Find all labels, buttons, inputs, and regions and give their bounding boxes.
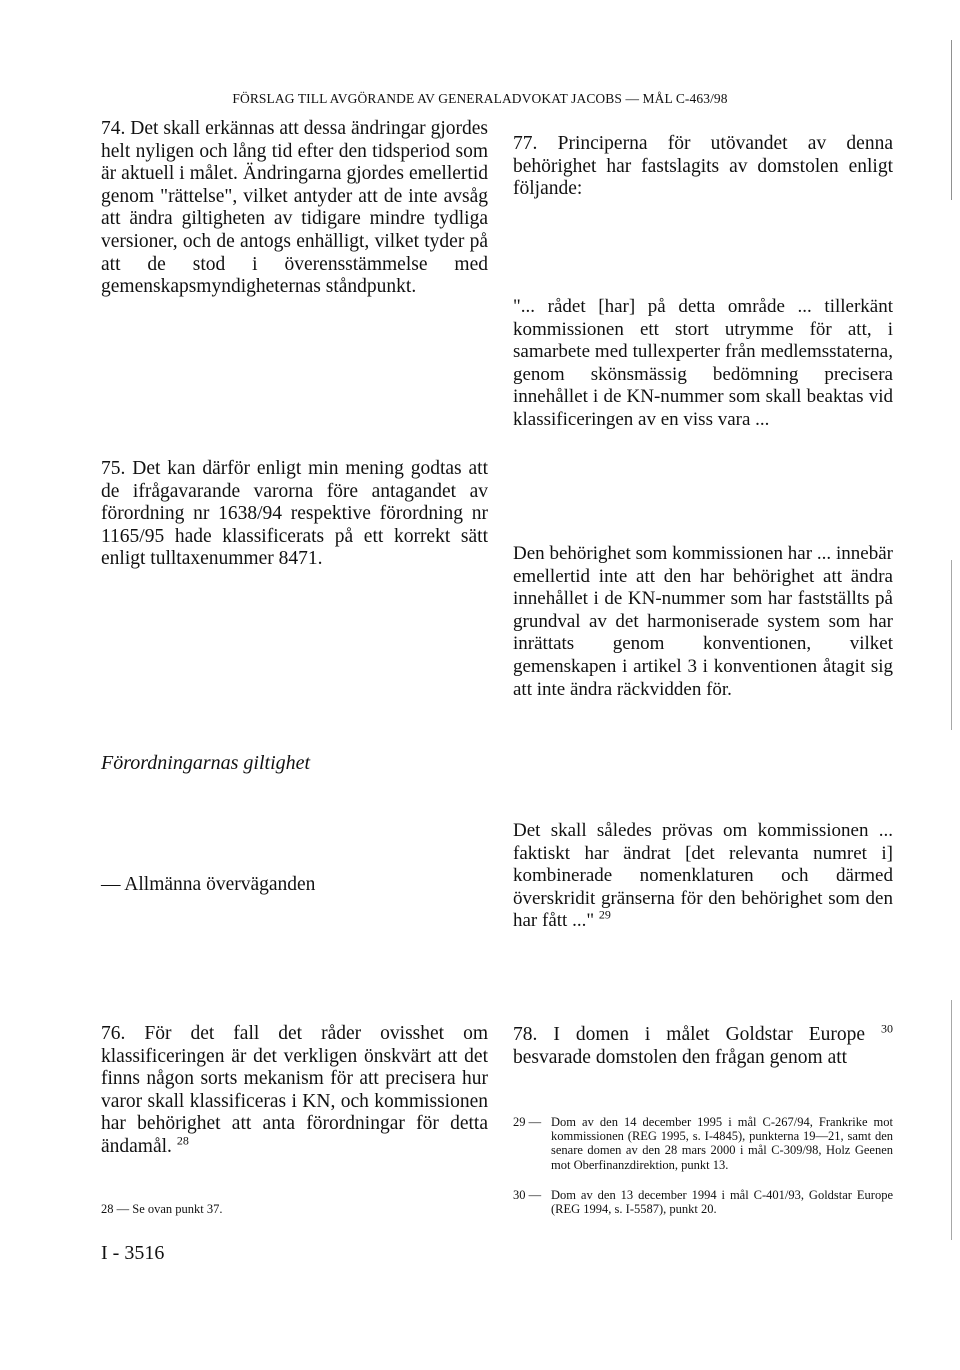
quote-part-1: "... rådet [har] på detta område ... tillerkänt kommissionen ett stort utrymme för att, i samarbete med tullexperter från medlemsstaterna, genom skönsmässig bedömning precisera innehållet i de KN-nummer som skall beaktas vid klassificeringen av en viss vara ...	[513, 296, 893, 430]
paragraph-78-rest: besvarade domstolen den frågan genom att	[513, 1046, 848, 1068]
paragraph-77: 77. Principerna för utövandet av denna behörighet har fastslagits av domstolen enligt följande:	[513, 133, 893, 200]
scan-edge-mark	[951, 560, 952, 730]
footnote-ref-28[interactable]: 28	[176, 1133, 189, 1148]
quote-part-3-text: Det skall således prövas om kommissionen ... faktiskt har ändrat [det relevanta numret i] kombinerade nomenklaturen och därmed överskridit gränserna för den behörighet som den har fått ..."	[513, 820, 893, 932]
paragraph-76-text: 76. För det fall det råder ovisshet om klassificeringen är det verkligen önskvärt att det finns någon sorts mekanism för att precisera hur varor skall klassificeras i KN, och kommissionen har behörighet att anta förordningar för detta ändamål.	[101, 1023, 488, 1157]
scan-edge-mark	[951, 1000, 952, 1240]
scan-edge-mark	[951, 40, 952, 200]
paragraph-78	[513, 1021, 894, 1069]
subsection-heading: — Allmänna överväganden	[101, 874, 316, 895]
paragraph-75: 75. Det kan därför enligt min mening godtas att de ifrågavarande varorna före antagandet av förordning nr 1638/94 respektive förordning nr 1165/95 hade klassificerats på ett korrekt sätt enligt tulltaxenummer 8471.	[101, 458, 488, 570]
quote-part-2: Den behörighet som kommissionen har ... innebär emellertid inte att den har behörighet att ändra innehållet i de KN-nummer som har fastställts på grundval av det harmoniserade system som har inrättats genom konventionen, vilket gemenskapen i artikel 3 i konventionen åtagit sig att inte ändra räckvidden för.	[513, 543, 893, 700]
page-number: I - 3516	[101, 1242, 165, 1264]
running-header: FÖRSLAG TILL AVGÖRANDE AV GENERALADVOKAT JACOBS — MÅL C-463/98	[232, 91, 728, 106]
quote-part-3	[513, 820, 893, 933]
footnote-29	[513, 1115, 893, 1172]
paragraph-74: 74. Det skall erkännas att dessa ändringar gjordes helt nyligen och lång tid efter den tidsperiod som är aktuell i målet. Ändringarna gjordes emellertid genom "rättelse", vilket antyder att de inte avsåg att ändra giltigheten av tidigare mindre tydliga versioner, och de antogs enhälligt, vilket tyder på att de stod i överensstämmelse med gemenskapsmyndigheternas ståndpunkt.	[101, 118, 488, 298]
section-heading: Förordningarnas giltighet	[101, 752, 311, 774]
footnote-30-text: Dom av den 13 december 1994 i mål C-401/93, Goldstar Europe (REG 1994, s. I-5587), punkt 20.	[551, 1188, 893, 1217]
footnote-ref-29[interactable]: 29	[598, 908, 611, 923]
footnote-29-text: Dom av den 14 december 1995 i mål C-267/94, Frankrike mot kommissionen (REG 1995, s. I-4845), punkterna 19—21, samt den senare domen av den 28 mars 2000 i mål C-309/98, Holz Geenen mot Oberfinanzdirektion, punkt 13.	[551, 1115, 893, 1172]
footnote-ref-30[interactable]: 30	[881, 1021, 894, 1036]
footnote-30-number: 30 —	[513, 1188, 542, 1202]
footnote-29-number: 29 —	[513, 1115, 542, 1129]
footnote-30	[513, 1188, 893, 1216]
footnote-28: 28 — Se ovan punkt 37.	[101, 1202, 223, 1216]
paragraph-76	[101, 1023, 488, 1159]
paragraph-78-text: 78. I domen i målet Goldstar Europe	[513, 1024, 866, 1045]
